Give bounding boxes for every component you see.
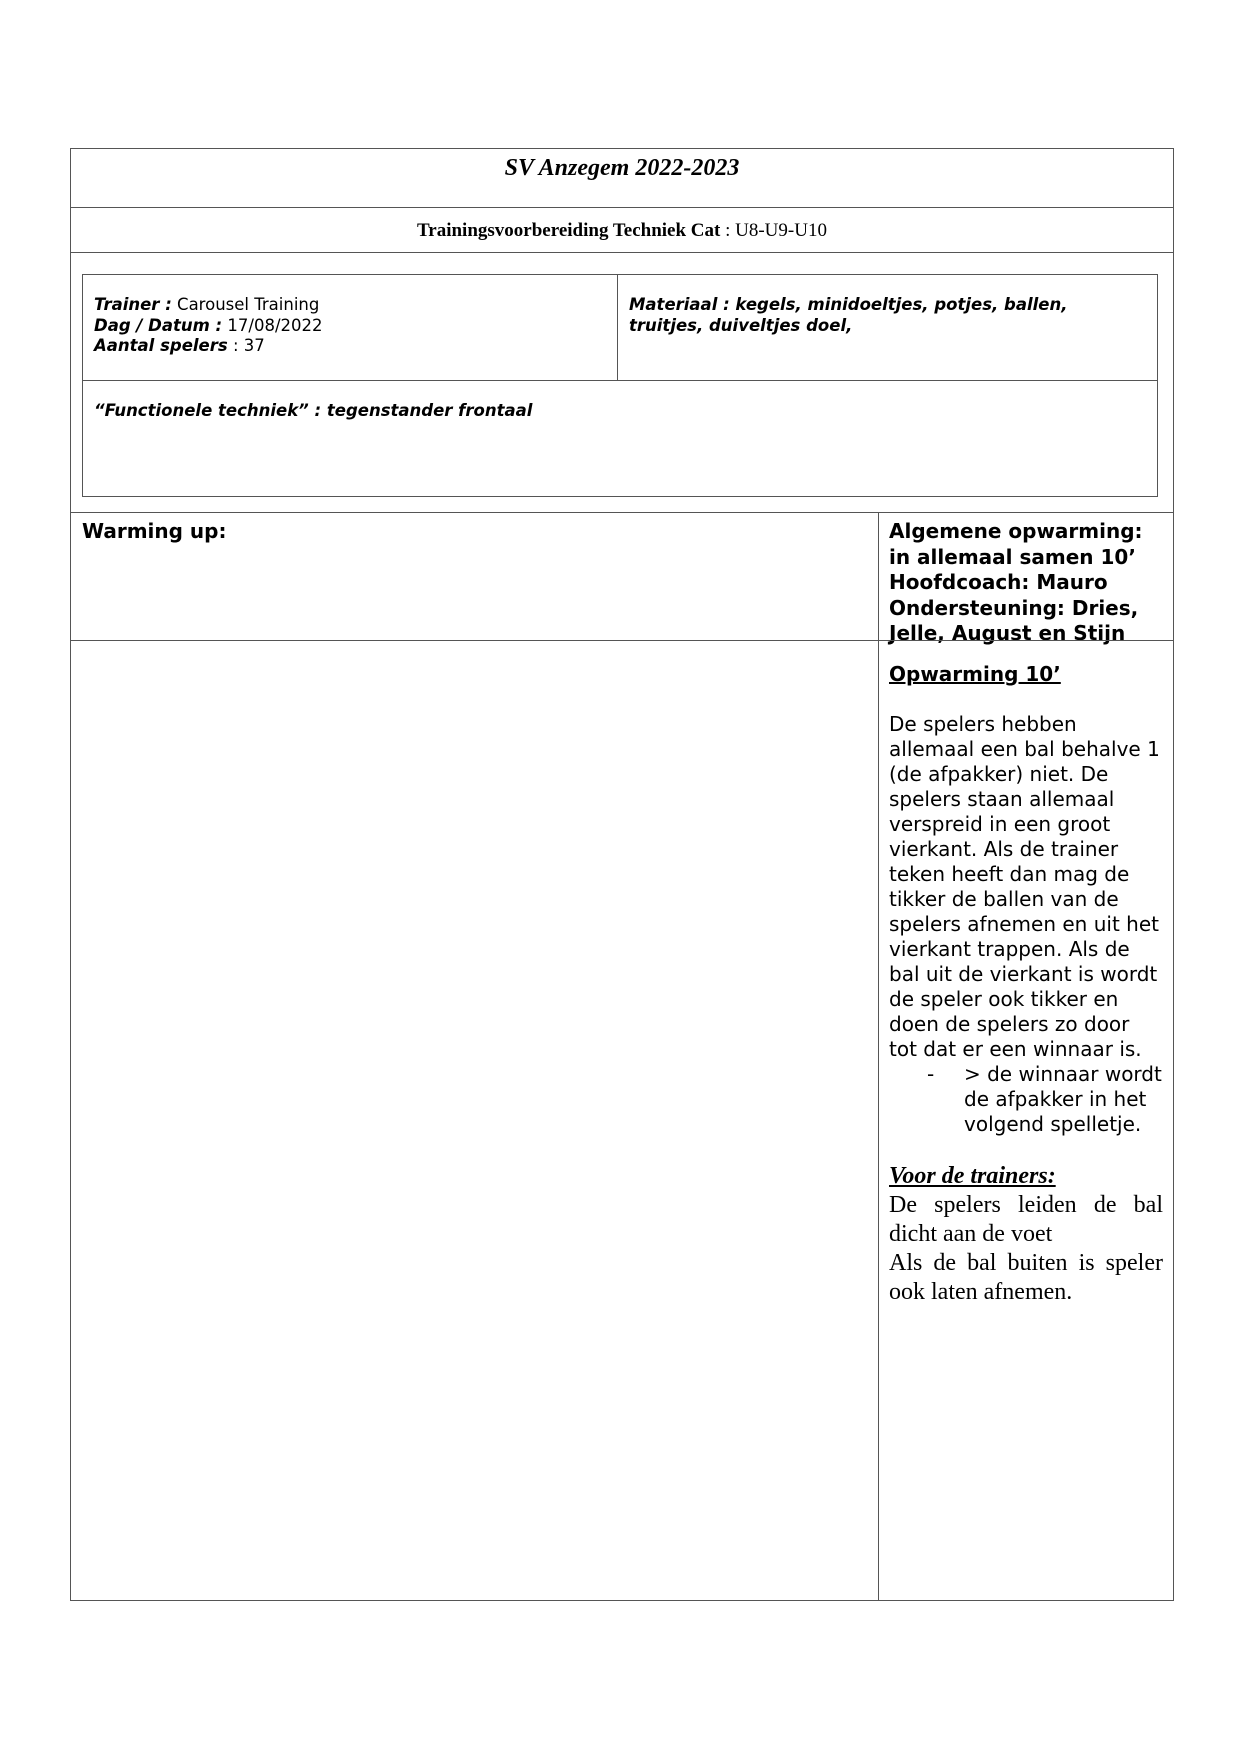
trainer-note: De spelers leiden de bal dicht aan de voet — [889, 1192, 1163, 1247]
subtitle-label: Trainingsvoorbereiding Techniek Cat — [417, 220, 721, 241]
support-line: Ondersteuning: Dries, — [889, 595, 1139, 620]
bullet-dash: - — [927, 1062, 935, 1086]
trainer-line — [94, 295, 617, 316]
exercise-description — [879, 641, 1173, 1600]
general-warmup-line: Algemene opwarming: — [889, 519, 1143, 543]
trainer-label: Trainer : — [94, 295, 172, 314]
head-coach-line: Hoofdcoach: Mauro — [889, 570, 1108, 594]
general-warmup-line: in allemaal samen 10’ — [889, 544, 1136, 569]
trainer-notes-title: Voor de trainers: — [889, 1163, 1056, 1189]
date-value: 17/08/2022 — [222, 315, 323, 335]
page-title: SV Anzegem 2022-2023 — [504, 155, 740, 181]
subtitle-category: : U8-U9-U10 — [720, 220, 827, 241]
trainer-notes — [889, 1162, 1163, 1307]
players-value: : 37 — [227, 336, 265, 355]
info-box — [82, 274, 1158, 497]
theme-text: “Functionele techniek” : tegenstander frontaal — [94, 401, 533, 420]
session-details — [83, 275, 618, 380]
bullet-text: > de winnaar wordt de afpakker in het volgend spelletje. — [964, 1062, 1162, 1136]
training-sheet — [70, 148, 1174, 1601]
players-line — [94, 336, 617, 357]
exercise-title: Opwarming 10’ — [889, 662, 1061, 686]
warmup-label: Warming up: — [82, 519, 227, 543]
general-warmup-info — [879, 513, 1173, 645]
players-label: Aantal spelers — [94, 336, 228, 355]
page-subtitle — [71, 208, 1173, 252]
list-item — [927, 1062, 1163, 1137]
exercise-text: De spelers hebben allemaal een bal behalve 1 (de afpakker) niet. De spelers staan allemaal verspreid in een groot vierkant. Als de trainer teken heeft dan mag de tikker de ballen van de spelers afnemen en uit het vierkant trappen. Als de bal uit de vierkant is wordt de speler ook tikker en doen de spelers zo door tot dat er een winnaar is. — [889, 712, 1160, 1061]
material-text: Materiaal : kegels, minidoeltjes, potjes, ballen, truitjes, duiveltjes doel, — [629, 295, 1068, 335]
date-label: Dag / Datum : — [94, 315, 223, 335]
support-line: Jelle, August en Stijn — [889, 621, 1126, 645]
date-line — [94, 316, 617, 337]
divider — [71, 252, 1173, 253]
trainer-value: Carousel Training — [171, 295, 320, 314]
trainer-note: Als de bal buiten is speler ook laten afnemen. — [889, 1250, 1163, 1305]
